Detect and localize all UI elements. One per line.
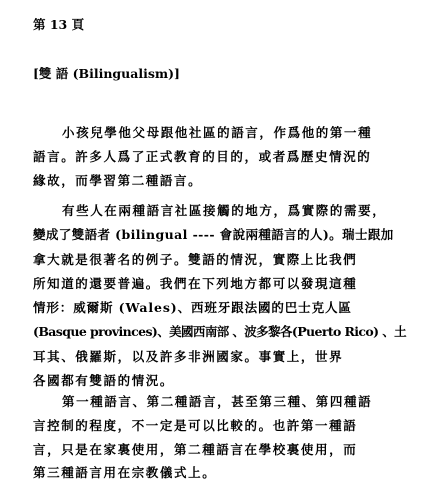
paragraph-1-line-2: 語言。許多人爲了正式教育的目的，或者爲歷史情況的 (33, 149, 372, 164)
paragraph-3-line-1: 第一種語言、第二種語言，甚至第三種、第四種語 (62, 394, 373, 409)
paragraph-2-line-6: (Basque provinces)、美國西南部 、波多黎各(Puerto Rico) 、土 (33, 324, 407, 339)
paragraph-1-line-1: 小孩兒學他父母跟他社區的語言，作爲他的第一種 (62, 125, 373, 140)
paragraph-2-line-3: 拿大就是很著名的例子。雙語的情況，實際上比我們 (33, 252, 358, 267)
paragraph-3-line-4: 第三種語言用在宗教儀式上。 (33, 465, 217, 480)
page-number: 第 13 頁 (33, 17, 85, 32)
paragraph-3-line-3: 言，只是在家裏使用，第二種語言在學校裏使用，而 (33, 442, 358, 457)
section-heading: [雙 語 (Bilingualism)] (33, 66, 180, 81)
paragraph-2-line-4: 所知道的還要普遍。我們在下列地方都可以發現這種 (33, 276, 358, 291)
paragraph-3-line-2: 言控制的程度，不一定是可以比較的。也許第一種語 (33, 418, 358, 433)
paragraph-2-line-1: 有些人在兩種語言社區接觸的地方，爲實際的需要， (62, 203, 387, 218)
paragraph-2-line-8: 各國都有雙語的情況。 (33, 373, 175, 388)
paragraph-2-line-2: 變成了雙語者 (bilingual ---- 會說兩種語言的人)。瑞士跟加 (33, 227, 394, 242)
paragraph-2-line-7: 耳其、俄羅斯，以及許多非洲國家。事實上，世界 (33, 349, 344, 364)
paragraph-2-line-5: 情形：威爾斯 (Wales)、西班牙跟法國的巴士克人區 (33, 300, 352, 315)
paragraph-1-line-3: 緣故，而學習第二種語言。 (33, 173, 203, 188)
